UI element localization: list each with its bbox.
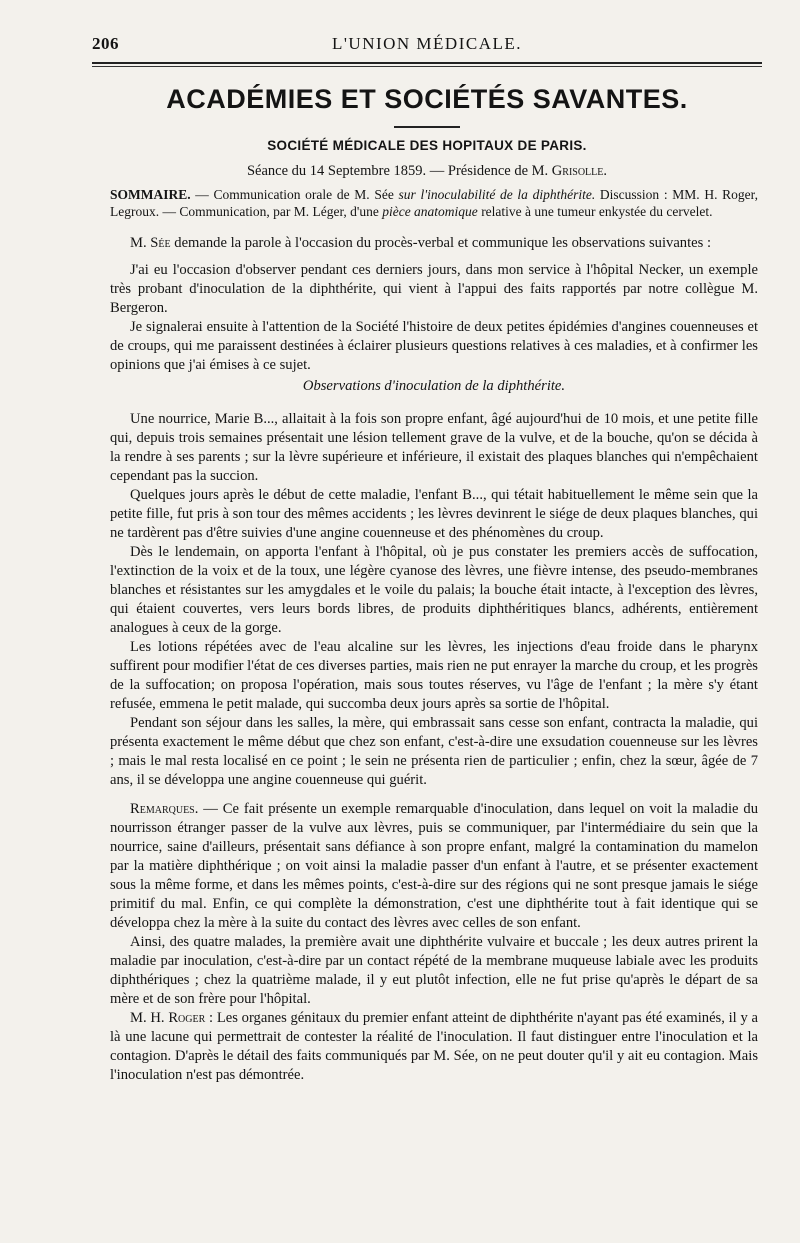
intro-text: demande la parole à l'occasion du procès-verbal et communique les observations suivantes : [170,235,712,251]
paragraph-4: Quelques jours après le début de cette maladie, l'enfant B..., qui tétait habituellement le même sein que la petite fille, fut pris à son tour des mêmes accidents ; les lèvres devinrent le siége de deux plaques blanches, qui ne tardèrent pas d'être suivies d'une angine couenneuse et des phénomènes du croup. [110,487,758,541]
remarques-text: — Ce fait présente un exemple remarquable d'inoculation, dans lequel on voit la maladie du nourrisson étranger passer de la vulve aux lèvres, puis se communiquer, par l'intermédiaire du sein que la nourrice, saine d'ailleurs, présentait sans défiance à son propre enfant, malgré la contamination du mamelon par la matière diphthérique ; on voit ainsi la maladie passer d'un enfant à l'autre, et se présenter exactement sous la même forme, et dans les mêmes points, c'est-à-dire sur des régions qui ne sont presque jamais le siége primitif du mal. Enfin, ce qui complète la démonstration, c'est une diphthérite tout à fait identique qui se développa chez la mère à la suite du contact des lèvres avec celles de son enfant. [110,801,758,931]
header-rule [92,62,762,64]
paragraph-6: Les lotions répétées avec de l'eau alcaline sur les lèvres, les injections d'eau froide dans le pharynx suffirent pour modifier l'état de ces diverses parties, mais rien ne put enrayer la marche du croup, et les progrès de la suffocation; on proposa l'opération, mais sous toutes réserves, vu l'âge de l'enfant ; la mère s'y étant refusée, emmena le petit malade, qui succomba deux jours après sa sortie de l'hôpital. [110,639,758,712]
paragraph-1: J'ai eu l'occasion d'observer pendant ces derniers jours, dans mon service à l'hôpital Necker, un exemple très probant d'inoculation de la diphthérite, qui vient à l'appui des faits rapportés par notre collègue M. Bergeron. [110,262,758,316]
roger-text: : Les organes génitaux du premier enfant atteint de diphthérite n'ayant pas été examinés, il y a là une lacune qui permettrait de contester la réalité de l'inoculation. Il faut distinguer entre l'inoculation et la contagion. D'après le détail des faits communiqués par M. Sée, on ne peut douter qu'il y ait eu contagion. Mais l'inoculation n'est pas démontrée. [110,1010,759,1083]
paragraph-3: Une nourrice, Marie B..., allaitait à la fois son propre enfant, âgé aujourd'hui de 10 mois, et une petite fille qui, depuis trois semaines présentait une lésion tellement grave de la vulve, et de la bouche, qu'on se décida à la rendre à ses parents ; sur la lèvre supérieure et inférieure, il existait des plaques blanches qui n'empêchaient cependant pas la succion. [110,411,758,484]
remarques-lead: Remarques. [130,801,199,817]
sommaire-text-1: — Communication orale de M. Sée [190,187,399,202]
roger-speaker: Roger [168,1010,206,1026]
seance-line [92,163,762,180]
paragraph-5: Dès le lendemain, on apporta l'enfant à l'hôpital, où je pus constater les premiers accès de suffocation, l'extinction de la voix et de la toux, une légère cyanose des lèvres, une fièvre intense, des pseudo-membranes blanches et résistantes sur les amygdales et le voile du palais; la bouche était intacte, à l'exception des lèvres, qui étaient couvertes, vers leurs bords libres, de produits diphthéritiques blancs, adhérents, entièrement analogues à ceux de la gorge. [110,544,758,636]
paragraph-7: Pendant son séjour dans les salles, la mère, qui embrassait sans cesse son enfant, contracta la maladie, qui présenta exactement le même début que chez son enfant, c'est-à-dire une exsudation couenneuse sur les lèvres ; mais le mal resta localisé en ce point ; le sein ne présenta rien de particulier ; enfin, chez la sœur, âgée de 7 ans, il se développa une angine couenneuse qui guérit. [110,715,758,788]
sommaire-text-2: Discussion : MM. H. Roger, Legroux. — Communication, par M. Léger, d'une [110,187,758,219]
remarques-paragraph [110,800,758,933]
sommaire [110,186,758,220]
sommaire-lead: SOMMAIRE. [110,187,191,202]
seance-text: Séance du 14 Septembre 1859. — Présidence de M. [246,163,549,179]
running-head [92,34,762,60]
observations-heading: Observations d'inoculation de la diphthérite. [302,378,566,394]
page-number: 206 [92,34,119,53]
sommaire-italic-1: sur l'inoculabilité de la diphthérite. [398,187,596,202]
president-name: Grisolle. [551,163,608,179]
intro-paragraph [110,234,758,253]
paragraph-2: Je signalerai ensuite à l'attention de la Société l'histoire de deux petites épidémies d'angines couenneuses et de croups, qui me paraissent destinées à éclairer plusieurs questions relatives à ces maladies, et à confirmer les opinions que j'ai émises à ce sujet. [110,319,758,373]
roger-m: M. H. [130,1010,169,1026]
society-heading: SOCIÉTÉ MÉDICALE DES HOPITAUX DE PARIS. [267,138,587,153]
journal-title: L'UNION MÉDICALE. [331,34,523,53]
sommaire-italic-2: pièce anatomique [382,204,478,219]
header-rule-thin [92,66,762,67]
title-divider [394,126,460,128]
sommaire-text-3: relative à une tumeur enkystée du cervelet. [477,204,713,219]
article-body [110,186,758,1085]
intro-speaker: Sée [150,235,171,251]
roger-paragraph [110,1009,758,1085]
paragraph-9: Ainsi, des quatre malades, la première avait une diphthérite vulvaire et buccale ; les deux autres prirent la maladie par inoculation, c'est-à-dire par un contact répété de la membrane muqueuse labiale avec les produits diphthériques ; chez la quatrième malade, il y eut plutôt infection, elle ne fut prise qu'après le départ de sa mère et de son frère pour l'hôpital. [110,934,758,1007]
section-title: ACADÉMIES ET SOCIÉTÉS SAVANTES. [166,84,688,114]
intro-m: M. [130,235,151,251]
